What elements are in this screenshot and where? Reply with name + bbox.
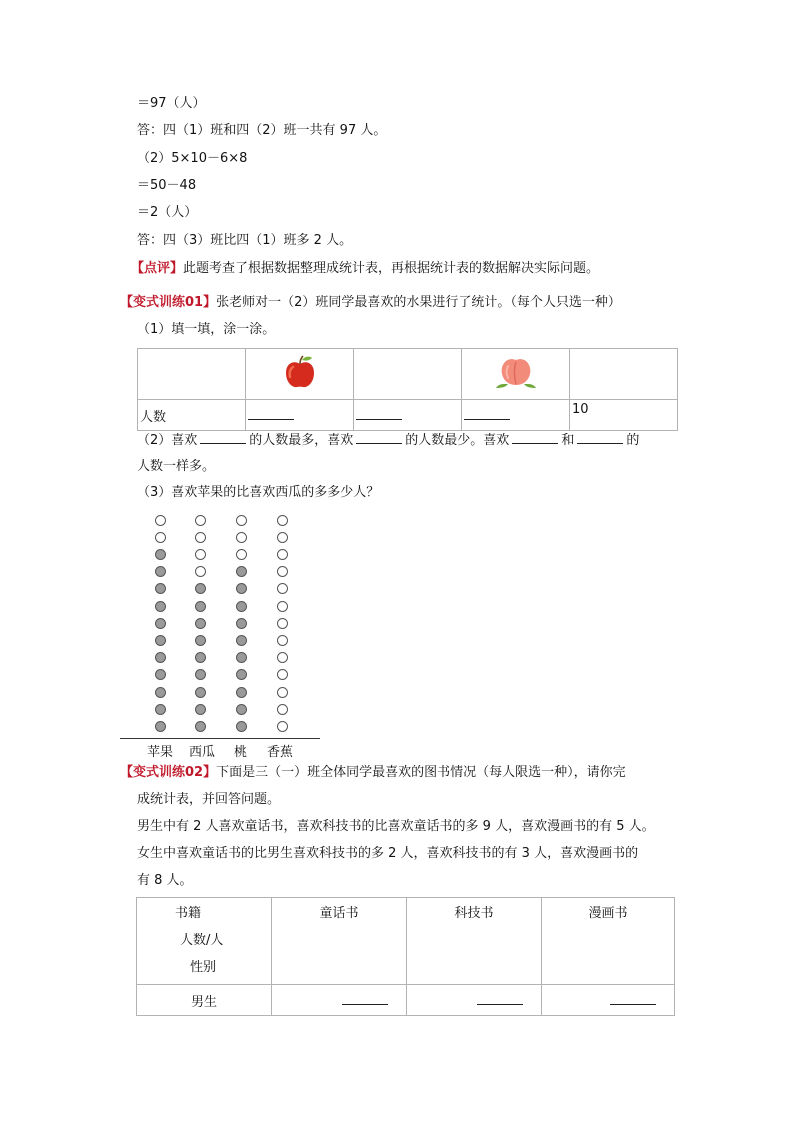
exercise1-q2-cont: 人数一样多。 xyxy=(137,459,216,474)
pictograph-dot-filled[interactable] xyxy=(236,583,247,594)
pictograph-dot-filled[interactable] xyxy=(236,635,247,646)
pictograph-dot-filled[interactable] xyxy=(195,618,206,629)
solution-line: ＝2（人） xyxy=(137,205,198,220)
pictograph-dot-empty[interactable] xyxy=(195,515,206,526)
pictograph-dot-filled[interactable] xyxy=(195,687,206,698)
table-cell xyxy=(138,349,246,400)
pictograph-dot-empty[interactable] xyxy=(195,566,206,577)
pictograph-dot-filled[interactable] xyxy=(236,652,247,663)
exercise2-title: 下面是三（一）班全体同学最喜欢的图书情况（每人限选一种），请你完 xyxy=(216,765,626,780)
answer-blank[interactable] xyxy=(407,985,542,1016)
comment-text: 此题考查了根据数据整理成统计表，再根据统计表的数据解决实际问题。 xyxy=(183,261,600,276)
category-label: 桃 xyxy=(234,745,248,760)
pictograph-dot-empty[interactable] xyxy=(236,549,247,560)
pictograph-dot-empty[interactable] xyxy=(277,721,288,732)
q2-text: 的 xyxy=(626,433,640,448)
pictograph-dot-empty[interactable] xyxy=(277,601,288,612)
pictograph-dot-filled[interactable] xyxy=(236,669,247,680)
pictograph-baseline xyxy=(120,738,320,739)
answer-blank[interactable] xyxy=(577,431,623,444)
pictograph-dot-empty[interactable] xyxy=(277,618,288,629)
exercise1-title: 张老师对一（2）班同学最喜欢的水果进行了统计。（每个人只选一种） xyxy=(216,295,621,310)
pictograph-dot-filled[interactable] xyxy=(195,704,206,715)
pictograph-dot-filled[interactable] xyxy=(155,704,166,715)
pictograph-dot-filled[interactable] xyxy=(195,635,206,646)
fruit-table xyxy=(137,348,678,431)
table-cell xyxy=(570,349,678,400)
column-header: 科技书 xyxy=(407,898,542,985)
pictograph-dot-empty[interactable] xyxy=(277,687,288,698)
book-table xyxy=(136,897,675,1016)
pictograph-dot-filled[interactable] xyxy=(195,669,206,680)
answer-blank[interactable] xyxy=(542,985,675,1016)
table-cell xyxy=(462,349,570,400)
pictograph-dot-filled[interactable] xyxy=(236,721,247,732)
header-label: 人数/人 xyxy=(180,933,224,948)
category-label: 香蕉 xyxy=(267,745,294,760)
q2-text: （2）喜欢 xyxy=(137,433,198,448)
q2-text: 的人数最少。喜欢 xyxy=(405,433,510,448)
exercise1-q1: （1）填一填，涂一涂。 xyxy=(137,322,276,337)
header-diagonal-cell xyxy=(137,898,272,985)
pictograph-dot-empty[interactable] xyxy=(155,515,166,526)
apple-icon xyxy=(282,354,318,390)
pictograph-dot-filled[interactable] xyxy=(236,566,247,577)
exercise2-tag: 【变式训练02】 xyxy=(120,765,217,780)
answer-blank[interactable] xyxy=(356,431,402,444)
pictograph-dot-filled[interactable] xyxy=(155,652,166,663)
pictograph-dot-empty[interactable] xyxy=(277,549,288,560)
column-header: 漫画书 xyxy=(542,898,675,985)
answer-blank[interactable] xyxy=(354,400,462,431)
pictograph-dot-filled[interactable] xyxy=(155,566,166,577)
table-value: 10 xyxy=(570,400,678,431)
pictograph-dot-filled[interactable] xyxy=(236,601,247,612)
pictograph-dot-empty[interactable] xyxy=(155,532,166,543)
column-header: 童话书 xyxy=(272,898,407,985)
solution-answer: 答：四（1）班和四（2）班一共有 97 人。 xyxy=(137,123,387,138)
pictograph-dot-filled[interactable] xyxy=(195,652,206,663)
comment xyxy=(131,260,600,278)
q2-text: 的人数最多，喜欢 xyxy=(249,433,354,448)
pictograph-dot-filled[interactable] xyxy=(155,635,166,646)
exercise1-q3: （3）喜欢苹果的比喜欢西瓜的多多少人？ xyxy=(137,485,380,500)
answer-blank[interactable] xyxy=(246,400,354,431)
answer-blank[interactable] xyxy=(200,431,246,444)
exercise2-paragraph: 男生中有 2 人喜欢童话书，喜欢科技书的比喜欢童话书的多 9 人，喜欢漫画书的有 5 人。 xyxy=(137,819,655,834)
pictograph-dot-empty[interactable] xyxy=(236,515,247,526)
table-cell xyxy=(246,349,354,400)
solution-answer: 答：四（3）班比四（1）班多 2 人。 xyxy=(137,233,353,248)
pictograph-dot-filled[interactable] xyxy=(195,583,206,594)
pictograph-dot-filled[interactable] xyxy=(155,601,166,612)
pictograph-dot-empty[interactable] xyxy=(195,532,206,543)
pictograph-dot-empty[interactable] xyxy=(236,532,247,543)
solution-line: ＝50－48 xyxy=(137,178,197,193)
pictograph-dot-empty[interactable] xyxy=(277,515,288,526)
solution-line: （2）5×10－6×8 xyxy=(137,151,248,166)
pictograph-dot-empty[interactable] xyxy=(277,704,288,715)
pictograph-dot-filled[interactable] xyxy=(236,687,247,698)
pictograph-dot-filled[interactable] xyxy=(195,601,206,612)
pictograph-dot-empty[interactable] xyxy=(277,669,288,680)
pictograph-dot-filled[interactable] xyxy=(155,721,166,732)
pictograph-dot-empty[interactable] xyxy=(277,635,288,646)
pictograph-dot-empty[interactable] xyxy=(277,566,288,577)
exercise1-q2 xyxy=(137,431,639,450)
pictograph-dot-empty[interactable] xyxy=(277,532,288,543)
exercise1-tag: 【变式训练01】 xyxy=(120,295,217,310)
pictograph-dot-filled[interactable] xyxy=(155,618,166,629)
pictograph-dot-filled[interactable] xyxy=(155,549,166,560)
answer-blank[interactable] xyxy=(512,431,558,444)
pictograph-dot-filled[interactable] xyxy=(236,618,247,629)
pictograph-dot-empty[interactable] xyxy=(195,549,206,560)
pictograph-dot-filled[interactable] xyxy=(155,583,166,594)
peach-icon xyxy=(494,354,538,390)
solution-line: ＝97（人） xyxy=(137,96,206,111)
category-label: 西瓜 xyxy=(189,745,216,760)
row-label: 男生 xyxy=(137,985,272,1016)
exercise2-heading xyxy=(120,764,626,782)
table-cell xyxy=(354,349,462,400)
pictograph-dot-filled[interactable] xyxy=(236,704,247,715)
pictograph-dot-filled[interactable] xyxy=(195,721,206,732)
q2-text: 和 xyxy=(561,433,575,448)
pictograph-dot-empty[interactable] xyxy=(277,652,288,663)
exercise2-paragraph: 有 8 人。 xyxy=(137,873,193,888)
header-label: 性别 xyxy=(190,960,217,975)
exercise2-title-cont: 成统计表，并回答问题。 xyxy=(137,792,281,807)
row-label: 人数 xyxy=(138,400,246,431)
pictograph-dot-filled[interactable] xyxy=(155,687,166,698)
category-label: 苹果 xyxy=(147,745,174,760)
answer-blank[interactable] xyxy=(272,985,407,1016)
exercise1-heading xyxy=(120,294,621,312)
answer-blank[interactable] xyxy=(462,400,570,431)
exercise2-paragraph: 女生中喜欢童话书的比男生喜欢科技书的多 2 人，喜欢科技书的有 3 人，喜欢漫画书的 xyxy=(137,846,639,861)
pictograph-dot-filled[interactable] xyxy=(155,669,166,680)
pictograph-dot-empty[interactable] xyxy=(277,583,288,594)
comment-tag: 【点评】 xyxy=(131,261,184,276)
header-label: 书籍 xyxy=(175,906,202,921)
